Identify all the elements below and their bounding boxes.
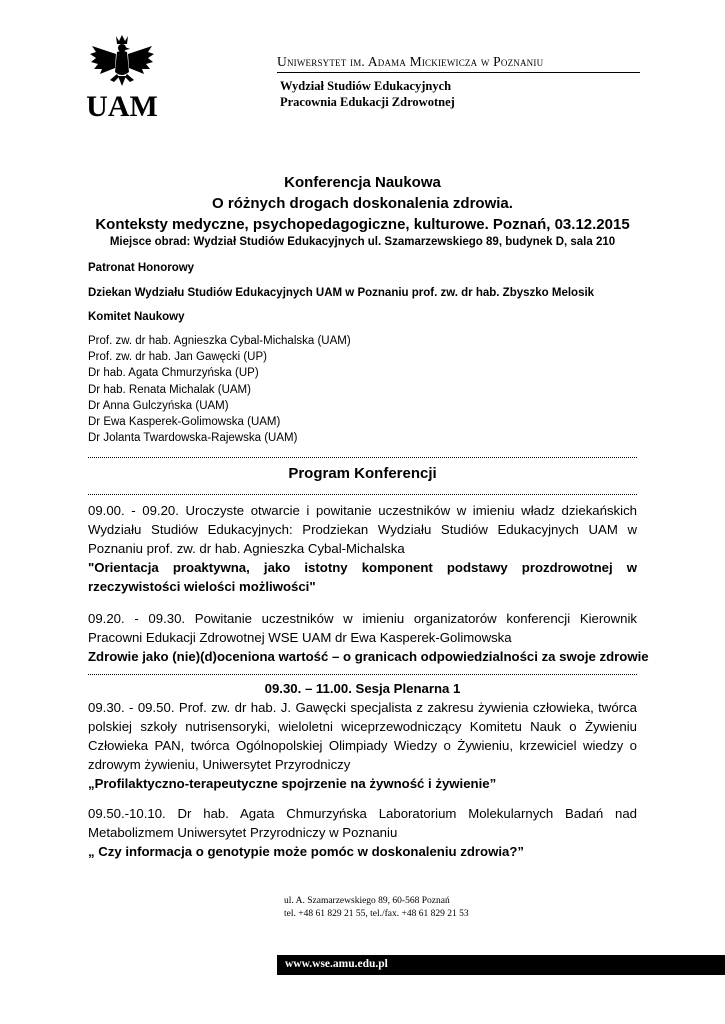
header-divider	[277, 72, 640, 73]
item-talk-title: "Orientacja proaktywna, jako istotny komponent podstawy prozdrowotnej w rzeczywistości wielości możliwości"	[88, 560, 637, 594]
session-heading: 09.30. – 11.00. Sesja Plenarna 1	[264, 681, 461, 696]
dotted-divider	[88, 674, 637, 675]
program-item-welcome	[88, 609, 649, 666]
dotted-divider	[88, 494, 637, 495]
committee-member: Prof. zw. dr hab. Agnieszka Cybal-Michalska (UAM)	[88, 335, 351, 347]
footer-phone: tel. +48 61 829 21 55, tel./fax. +48 61 829 21 53	[284, 909, 469, 919]
committee-member: Dr hab. Agata Chmurzyńska (UP)	[88, 367, 259, 379]
uam-logo	[86, 32, 158, 120]
footer-bar	[277, 955, 725, 975]
footer-address-block	[284, 895, 469, 921]
program-item-opening	[88, 501, 637, 596]
committee-member: Dr hab. Renata Michalak (UAM)	[88, 384, 251, 396]
item-talk-title: „ Czy informacja o genotypie może pomóc w doskonaleniu zdrowia?”	[88, 844, 524, 859]
unit-name: Pracownia Edukacji Zdrowotnej	[280, 95, 455, 109]
faculty-name: Wydział Studiów Edukacyjnych	[280, 79, 452, 93]
conference-label: Konferencja Naukowa	[284, 174, 441, 191]
university-name: Uniwersytet im. Adama Mickiewicza w Poznaniu	[277, 54, 544, 69]
conference-venue: Miejsce obrad: Wydział Studiów Edukacyjnych ul. Szamarzewskiego 89, budynek D, sala 210	[109, 236, 616, 248]
committee-member: Prof. zw. dr hab. Jan Gawęcki (UP)	[88, 351, 267, 363]
conference-title: O różnych drogach doskonalenia zdrowia.	[212, 195, 513, 212]
patronage-text: Dziekan Wydziału Studiów Edukacyjnych UAM w Poznaniu prof. zw. dr hab. Zbyszko Melosik	[88, 287, 595, 299]
item-description: 09.20. - 09.30. Powitanie uczestników w imieniu organizatorów konferencji Kierownik Pracowni Edukacji Zdrowotnej WSE UAM dr Ewa Kasperek-Golimowska	[88, 611, 637, 645]
program-item-chmurzynska	[88, 804, 637, 861]
committee-member: Dr Jolanta Twardowska-Rajewska (UAM)	[88, 432, 298, 444]
conference-subtitle: Konteksty medyczne, psychopedagogiczne, kulturowe. Poznań, 03.12.2015	[95, 216, 630, 233]
committee-heading: Komitet Naukowy	[88, 311, 185, 323]
logo-text: UAM	[86, 90, 158, 120]
footer-address: ul. A. Szamarzewskiego 89, 60-568 Poznań	[284, 896, 450, 906]
item-description: 09.50.-10.10. Dr hab. Agata Chmurzyńska Laboratorium Molekularnych Badań nad Metabolizmem Uniwersytet Przyrodniczy w Poznaniu	[88, 806, 637, 840]
committee-member: Dr Anna Gulczyńska (UAM)	[88, 400, 229, 412]
item-description: 09.00. - 09.20. Uroczyste otwarcie i powitanie uczestników w imieniu władz dziekańskich Wydziału Studiów Edukacyjnych: Prodziekan Wydziału Studiów Edukacyjnych UAM w Poznaniu prof. zw. dr hab. Agnieszka Cybal-Michalska	[88, 503, 637, 556]
patronage-heading: Patronat Honorowy	[88, 262, 195, 274]
dotted-divider	[88, 457, 637, 458]
department-block	[280, 78, 455, 110]
website-link[interactable]: www.wse.amu.edu.pl	[285, 958, 388, 970]
item-description: 09.30. - 09.50. Prof. zw. dr hab. J. Gawęcki specjalista z zakresu żywienia człowieka, twórca polskiej szkoły nutrisensoryki, wieloletni wiceprzewodniczący Komitetu Nauk o Żywieniu Człowieka PAN, twórca Ogólnopolskiej Olimpiady Wiedzy o Żywieniu, krzewiciel wiedzy o zdrowym żywieniu, Uniwersytet Przyrodniczy	[88, 700, 637, 772]
committee-member: Dr Ewa Kasperek-Golimowska (UAM)	[88, 416, 281, 428]
program-item-gawecki	[88, 698, 637, 793]
item-talk-title: Zdrowie jako (nie)(d)oceniona wartość – o granicach odpowiedzialności za swoje zdrowie	[88, 649, 649, 664]
program-title: Program Konferencji	[288, 465, 437, 482]
eagle-emblem-icon	[86, 32, 158, 120]
item-talk-title: „Profilaktyczno-terapeutyczne spojrzenie na żywność i żywienie”	[88, 776, 497, 791]
